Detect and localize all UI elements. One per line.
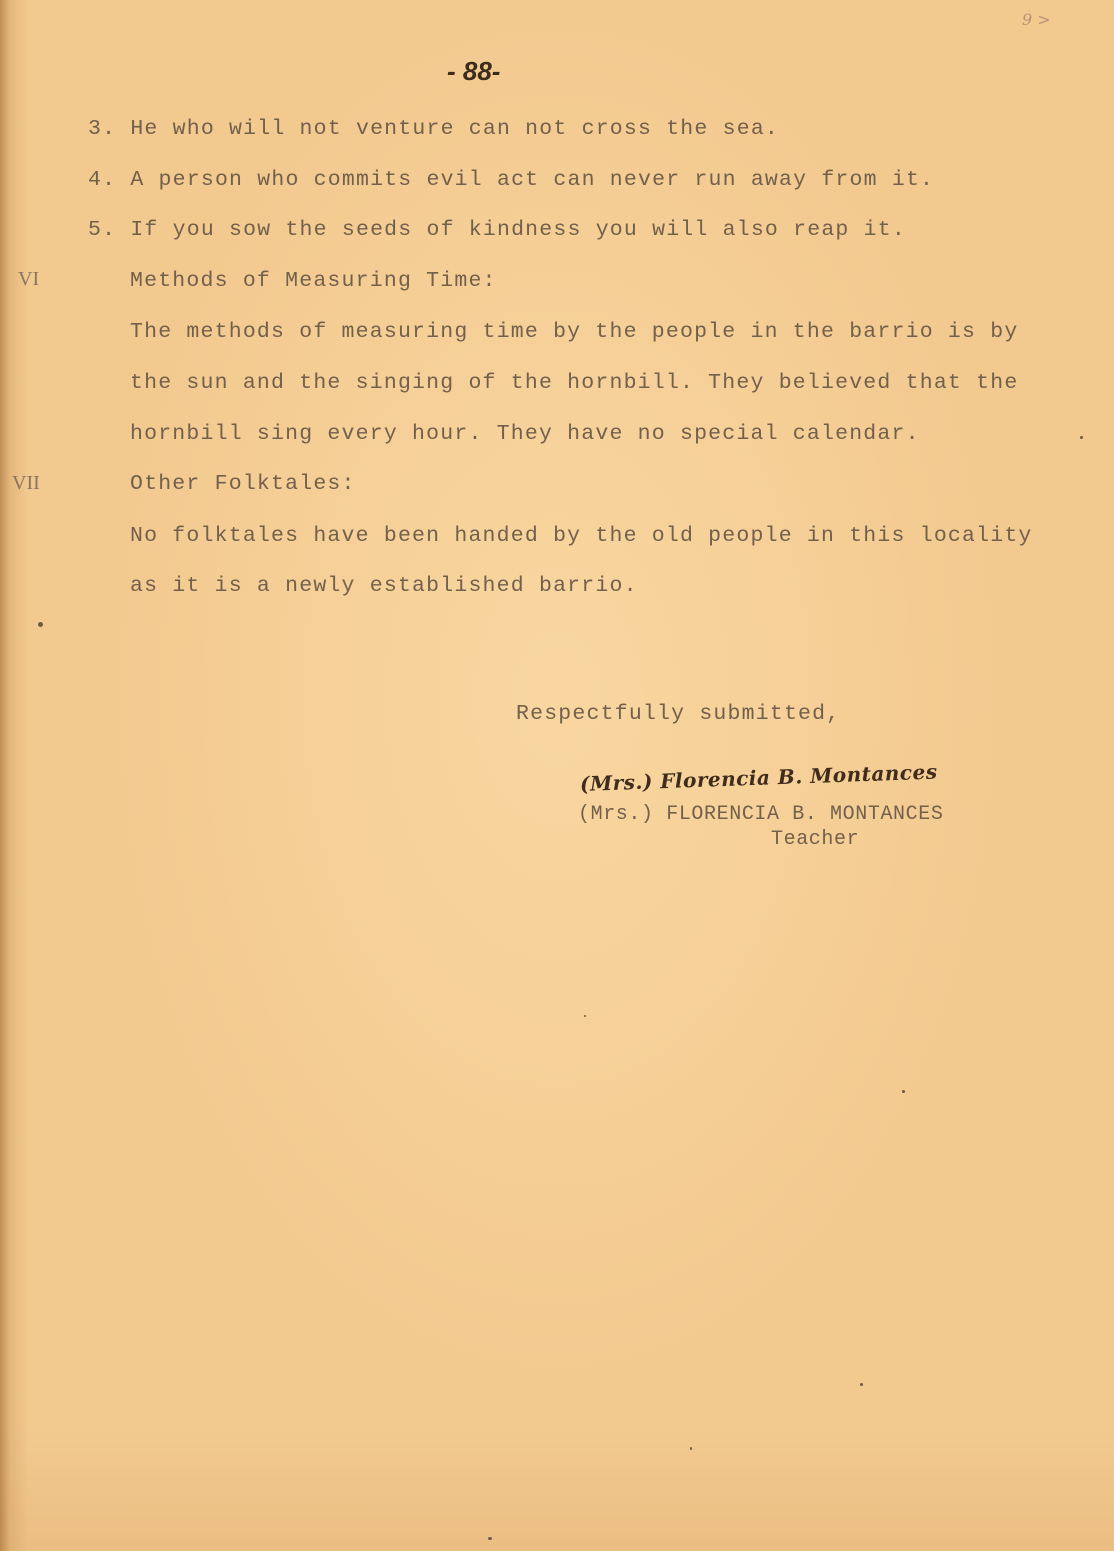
proverb-number: 3. xyxy=(88,117,117,141)
page-number: - 88- xyxy=(447,56,501,86)
corner-note: 9 > xyxy=(1022,10,1051,29)
paragraph-line: as it is a newly established barrio. xyxy=(130,574,638,598)
paragraph-line: hornbill sing every hour. They have no special calendar. xyxy=(130,422,920,446)
section-numeral: VII xyxy=(12,472,40,494)
proverb-text: If you sow the seeds of kindness you will also reap it. xyxy=(130,218,906,242)
handwritten-signature: (Mrs.) Florencia B. Montances xyxy=(579,759,938,796)
paper-speck xyxy=(38,622,43,627)
paper-speck xyxy=(1080,436,1083,439)
paper-speck xyxy=(584,1015,586,1017)
proverb-item xyxy=(88,218,906,242)
proverb-number: 4. xyxy=(88,168,117,192)
paper-speck xyxy=(690,1447,692,1450)
paragraph-line: No folktales have been handed by the old people in this locality xyxy=(130,524,1033,548)
section-heading: Methods of Measuring Time: xyxy=(130,269,497,293)
paragraph-line: the sun and the singing of the hornbill. They believed that the xyxy=(130,371,1019,395)
proverb-item xyxy=(88,117,779,141)
paper-speck xyxy=(860,1383,863,1386)
proverb-text: He who will not venture can not cross the sea. xyxy=(130,117,780,141)
section-numeral: VI xyxy=(18,268,40,290)
section-heading: Other Folktales: xyxy=(130,472,356,496)
proverb-number: 5. xyxy=(88,218,117,242)
closing-salutation: Respectfully submitted, xyxy=(516,702,841,726)
paper-speck xyxy=(488,1537,492,1540)
signatory-title: Teacher xyxy=(771,828,860,851)
paragraph-line: The methods of measuring time by the people in the barrio is by xyxy=(130,320,1019,344)
signatory-name: (Mrs.) FLORENCIA B. MONTANCES xyxy=(578,803,944,826)
proverb-item xyxy=(88,168,934,192)
proverb-text: A person who commits evil act can never run away from it. xyxy=(130,168,935,192)
paper-speck xyxy=(902,1090,905,1093)
